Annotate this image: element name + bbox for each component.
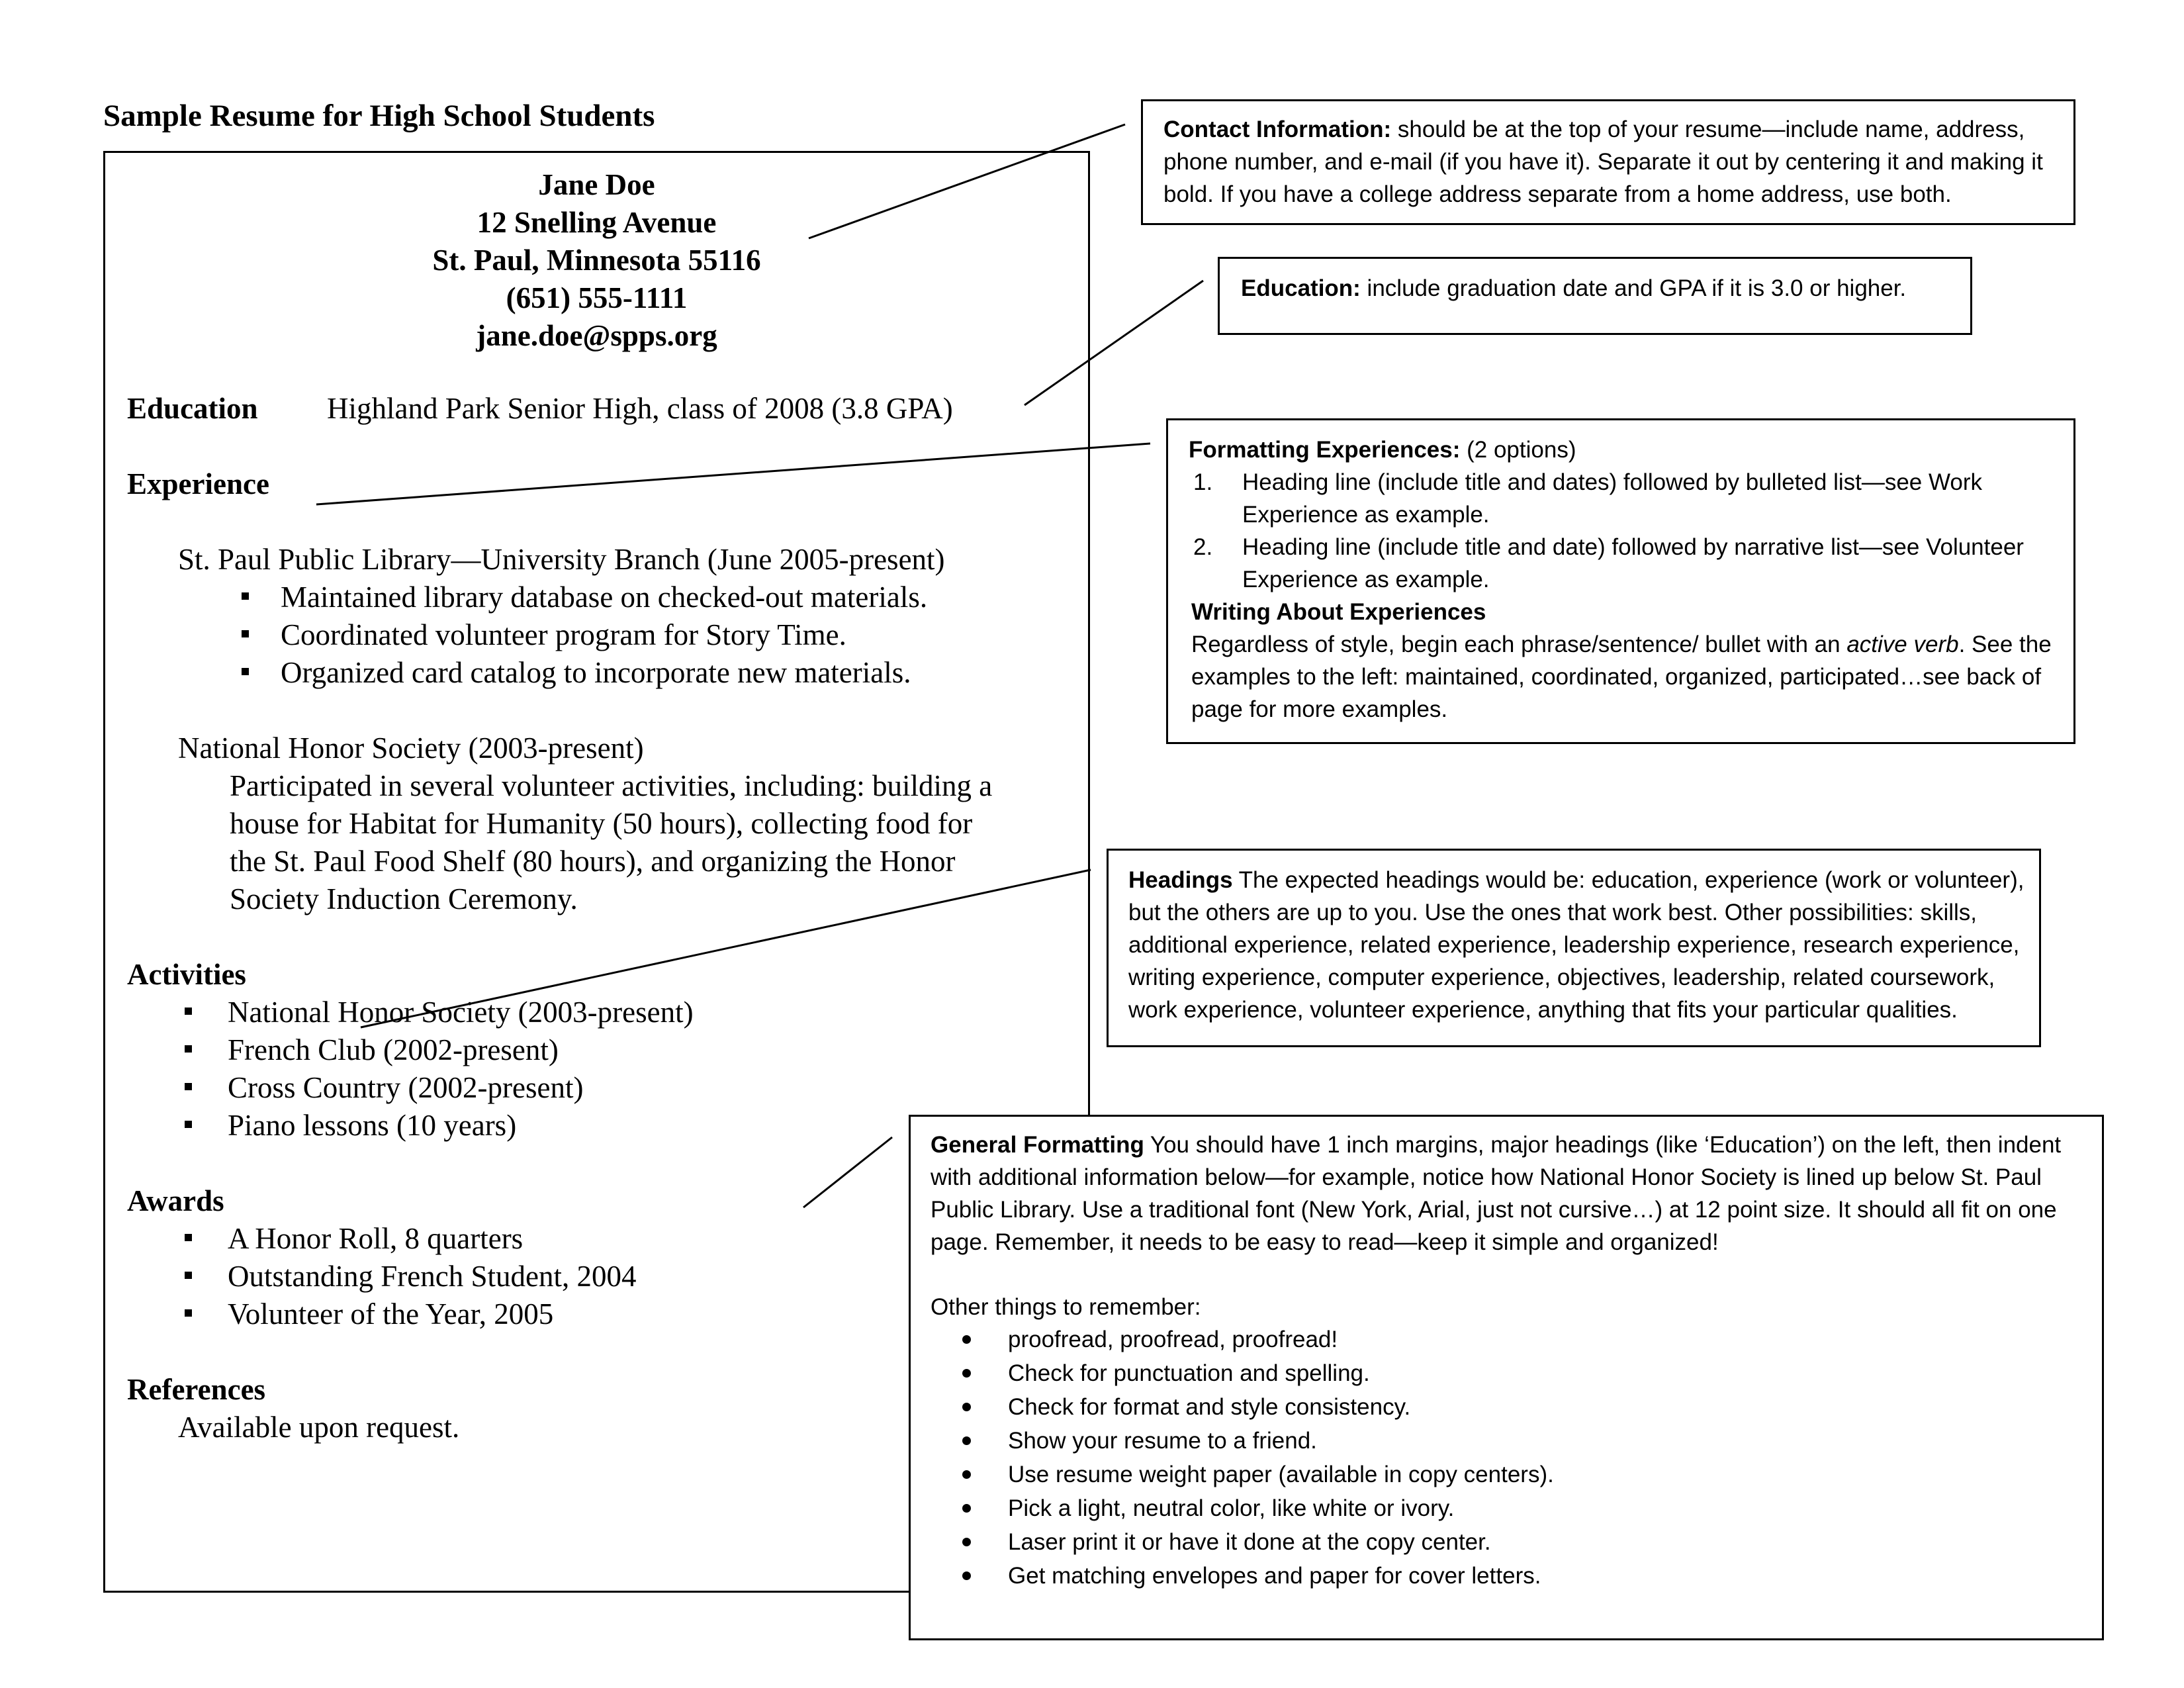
bullet-dot-icon [962,1538,971,1546]
writing-emphasis: active verb [1846,632,1959,657]
callout-contact-text: should be at the top of your resume—include name, address, [1391,117,2025,142]
callout-education-label: Education: [1241,275,1361,301]
callout-formatting-suffix: (2 options) [1460,437,1576,463]
callout-headings [1107,849,2041,1047]
activity-item: French Club (2002-present) [228,1033,559,1066]
awards-heading: Awards [127,1184,224,1217]
reminder-item: proofread, proofread, proofread! [1008,1327,1338,1352]
callout-headings-text: work experience, volunteer experience, anything that fits your particular qualities. [1128,997,1958,1023]
writing-text: page for more examples. [1191,696,1448,722]
bullet-dot-icon [962,1504,971,1513]
other-things-heading: Other things to remember: [931,1294,1201,1320]
page-title: Sample Resume for High School Students [103,99,655,133]
reminder-item: Use resume weight paper (available in copy centers). [1008,1462,1554,1487]
contact-name: Jane Doe [538,168,655,201]
activity-item: Piano lessons (10 years) [228,1109,517,1142]
callout-headings-text: writing experience, computer experience, objectives, leadership, related coursework, [1128,964,1995,990]
connector-contact [809,124,1125,238]
job2-line: Society Induction Ceremony. [230,882,578,915]
job2-title: National Honor Society (2003-present) [178,731,644,765]
connector-formatting [316,444,1150,504]
contact-phone: (651) 555-1111 [506,281,688,314]
writing-text: . See the [1958,632,2052,657]
education-text: Highland Park Senior High, class of 2008 (3.8 GPA) [327,392,953,425]
callout-contact-text: phone number, and e-mail (if you have it). Separate it out by centering it and making it [1163,149,2043,175]
callout-headings-text: The expected headings would be: education, experience (work or volunteer), [1232,867,2025,893]
reminder-item: Check for punctuation and spelling. [1008,1360,1370,1386]
bullet-dot-icon [962,1369,971,1378]
award-item: Outstanding French Student, 2004 [228,1260,637,1293]
connector-headings [361,870,1091,1027]
reminder-item: Show your resume to a friend. [1008,1428,1317,1454]
contact-street: 12 Snelling Avenue [477,206,717,239]
contact-email: jane.doe@spps.org [476,319,717,352]
activities-heading: Activities [127,958,246,991]
references-text: Available upon request. [178,1411,460,1444]
formatting-item-number: 1. [1193,469,1213,495]
callout-general-label: General Formatting [931,1132,1144,1158]
callout-general-text: with additional information below—for example, notice how National Honor Society is lined up below St. Paul [931,1164,2042,1190]
callout-general-text: Public Library. Use a traditional font (New York, Arial, just not cursive…) at 12 point size. It should all fit on one [931,1197,2057,1223]
job1-bullet: Coordinated volunteer program for Story Time. [281,618,846,651]
job1-bullet: Maintained library database on checked-out materials. [281,581,928,614]
callout-headings-text: but the others are up to you. Use the ones that work best. Other possibilities: skills, [1128,900,1978,925]
bullet-dot-icon [962,1335,971,1344]
callout-contact-text: bold. If you have a college address separate from a home address, use both. [1163,181,1952,207]
job2-line: the St. Paul Food Shelf (80 hours), and organizing the Honor [230,845,956,878]
callout-general-text: page. Remember, it needs to be easy to read—keep it simple and organized! [931,1229,1719,1255]
reminder-item: Get matching envelopes and paper for cover letters. [1008,1563,1541,1589]
experience-heading: Experience [127,467,269,500]
callout-education-text: include graduation date and GPA if it is 3.0 or higher. [1360,275,1907,301]
formatting-item-text: Experience as example. [1242,502,1490,528]
callout-general [909,1115,2104,1640]
reminder-item: Check for format and style consistency. [1008,1394,1411,1420]
formatting-item-text: Heading line (include title and date) followed by narrative list—see Volunteer [1242,534,2024,560]
callout-headings-label: Headings [1128,867,1233,893]
bullet-dot-icon [962,1470,971,1479]
callout-formatting [1166,418,2075,744]
activity-item: Cross Country (2002-present) [228,1071,584,1104]
connector-general [803,1137,892,1207]
job1-bullet: Organized card catalog to incorporate new materials. [281,656,911,689]
activity-item: National Honor Society (2003-present) [228,996,694,1029]
bullet-dot-icon [962,1403,971,1411]
writing-text: Regardless of style, begin each phrase/sentence/ bullet with an [1191,632,1847,657]
job2-line: house for Habitat for Humanity (50 hours), collecting food for [230,807,973,840]
bullet-dot-icon [962,1436,971,1445]
formatting-item-text: Experience as example. [1242,567,1490,592]
reminder-item: Laser print it or have it done at the copy center. [1008,1529,1491,1555]
callout-contact [1141,99,2075,225]
writing-text: examples to the left: maintained, coordinated, organized, participated…see back of [1191,664,2042,690]
award-item: Volunteer of the Year, 2005 [228,1297,554,1331]
job2-line: Participated in several volunteer activities, including: building a [230,769,993,802]
callout-contact-label: Contact Information: [1163,117,1392,142]
contact-city: St. Paul, Minnesota 55116 [432,244,761,277]
callout-general-text: You should have 1 inch margins, major headings (like ‘Education’) on the left, then indent [1144,1132,2062,1158]
award-item: A Honor Roll, 8 quarters [228,1222,523,1255]
writing-heading: Writing About Experiences [1191,599,1486,625]
callout-headings-text: additional experience, related experience, leadership experience, research experience, [1128,932,2020,958]
reminder-item: Pick a light, neutral color, like white or ivory. [1008,1495,1455,1521]
bullet-dot-icon [962,1571,971,1580]
callout-formatting-label: Formatting Experiences: [1189,437,1461,463]
formatting-item-text: Heading line (include title and dates) followed by bulleted list—see Work [1242,469,1983,495]
job1-title: St. Paul Public Library—University Branch (June 2005-present) [178,543,945,576]
education-heading: Education [127,392,258,425]
references-heading: References [127,1373,266,1406]
formatting-item-number: 2. [1193,534,1213,560]
callout-education [1218,257,1972,335]
connector-education [1024,281,1203,405]
